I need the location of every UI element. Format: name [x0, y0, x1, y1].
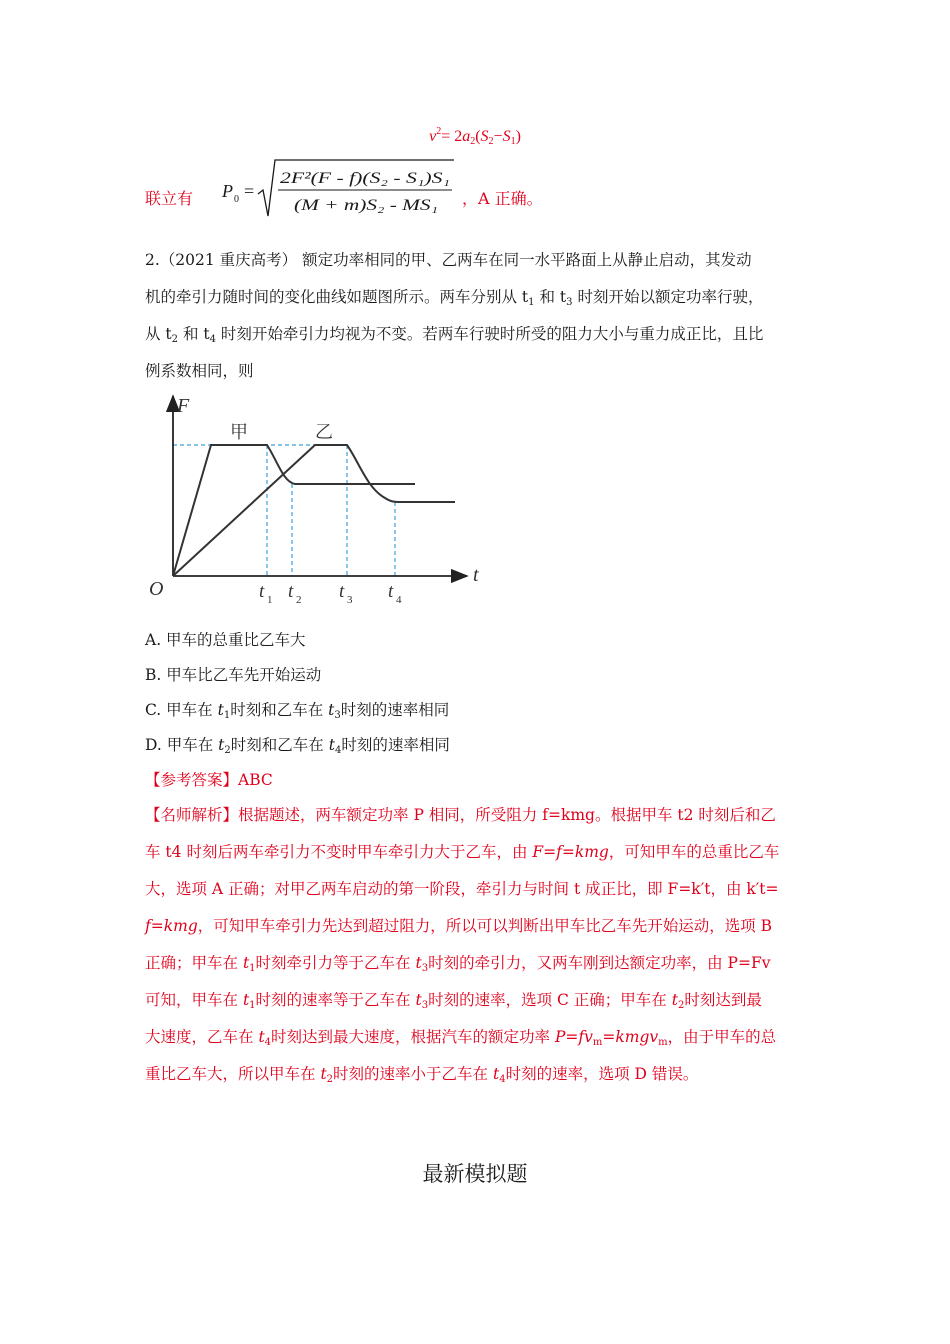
question-line-4: 例系数相同，则 — [145, 362, 254, 380]
tick-t4-sub: 4 — [396, 594, 402, 606]
analysis-line-7: 大速度，乙车在 $t_4$时刻达到最大速度，根据汽车的额定功率 $P=fv_m=kmgv_m$，由于甲车的总 — [145, 1028, 777, 1048]
equation-label: 联立有 — [145, 189, 194, 208]
question-line-2: 机的牵引力随时间的变化曲线如题图所示。两车分别从 $t_1$ 和 $t_3$ 时刻开始以额定功率行驶， — [145, 288, 764, 308]
option-b: B. 甲车比乙车先开始运动 — [145, 666, 322, 684]
power-formula — [218, 158, 458, 222]
tick-t4: t — [388, 581, 394, 602]
analysis-line-5: 正确；甲车在 $t_1$时刻牵引力等于乙车在 $t_3$时刻的牵引力，又两车刚到达额定功率，由 P=Fv — [145, 954, 771, 974]
tick-t2-sub: 2 — [296, 594, 302, 606]
x-axis-label: t — [473, 564, 479, 586]
formula-equals: = — [244, 181, 255, 201]
option-d: D. 甲车在 $t_2$时刻和乙车在 $t_4$时刻的速率相同 — [145, 736, 450, 756]
analysis-line-3: 大，选项 A 正确；对甲乙两车启动的第一阶段，牵引力与时间 t 成正比，即 F=k′t，由 k′t= — [145, 880, 779, 898]
equation-conclusion: ，A 正确。 — [462, 189, 543, 208]
analysis-line-6: 可知，甲车在 $t_1$时刻的速率等于乙车在 $t_3$时刻的速率，选项 C 正确；甲车在 $t_2$时刻达到最 — [145, 991, 762, 1011]
analysis-line-4: f=kmg，可知甲车牵引力先达到超过阻力，所以可以判断出甲车比乙车先开始运动，选项 B — [145, 917, 773, 935]
formula-denominator: (M + m)S₂ - MS₁ — [294, 197, 438, 214]
tick-t3: t — [339, 581, 345, 602]
formula-numerator: 2F²(F - f)(S₂ - S₁)S₁ — [280, 170, 450, 187]
analysis-line-1: 【名师解析】根据题述，两车额定功率 P 相同，所受阻力 f=kmg。根据甲车 t2 时刻后和乙 — [145, 806, 776, 824]
tick-t1-sub: 1 — [267, 594, 273, 606]
question-line-1: 2.（2021 重庆高考） 额定功率相同的甲、乙两车在同一水平路面上从静止启动，其发动 — [145, 251, 752, 269]
question-line-3: 从 $t_2$ 和 $t_4$ 时刻开始牵引力均视为不变。若两车行驶时所受的阻力大小与重力成正比，且比 — [145, 325, 764, 345]
option-a: A. 甲车的总重比乙车大 — [145, 631, 306, 649]
equation-v-squared: $v^2= 2a_2(S_2-S_1)$ — [429, 126, 521, 147]
origin-label: O — [149, 578, 164, 600]
reference-answer: 【参考答案】ABC — [145, 771, 273, 789]
tick-t1: t — [259, 581, 265, 602]
curve-yi — [173, 445, 455, 576]
formula-lhs: P — [222, 181, 233, 201]
section-heading: 最新模拟题 — [422, 1162, 528, 1186]
option-c: C. 甲车在 $t_1$时刻和乙车在 $t_3$时刻的速率相同 — [145, 701, 450, 721]
analysis-line-2: 车 t4 时刻后两车牵引力不变时甲车牵引力大于乙车，由 F=f=kmg，可知甲车的总重比乙车 — [145, 843, 780, 861]
y-axis-label: F — [177, 395, 190, 417]
formula-lhs-sub: 0 — [234, 194, 239, 205]
force-time-graph — [145, 390, 490, 608]
curve-yi-label: 乙 — [315, 422, 333, 443]
curve-jia-label: 甲 — [230, 422, 248, 443]
tick-t2: t — [288, 581, 294, 602]
analysis-line-8: 重比乙车大，所以甲车在 $t_2$时刻的速率小于乙车在 $t_4$时刻的速率，选项 D 错误。 — [145, 1065, 699, 1085]
tick-t3-sub: 3 — [347, 594, 353, 606]
